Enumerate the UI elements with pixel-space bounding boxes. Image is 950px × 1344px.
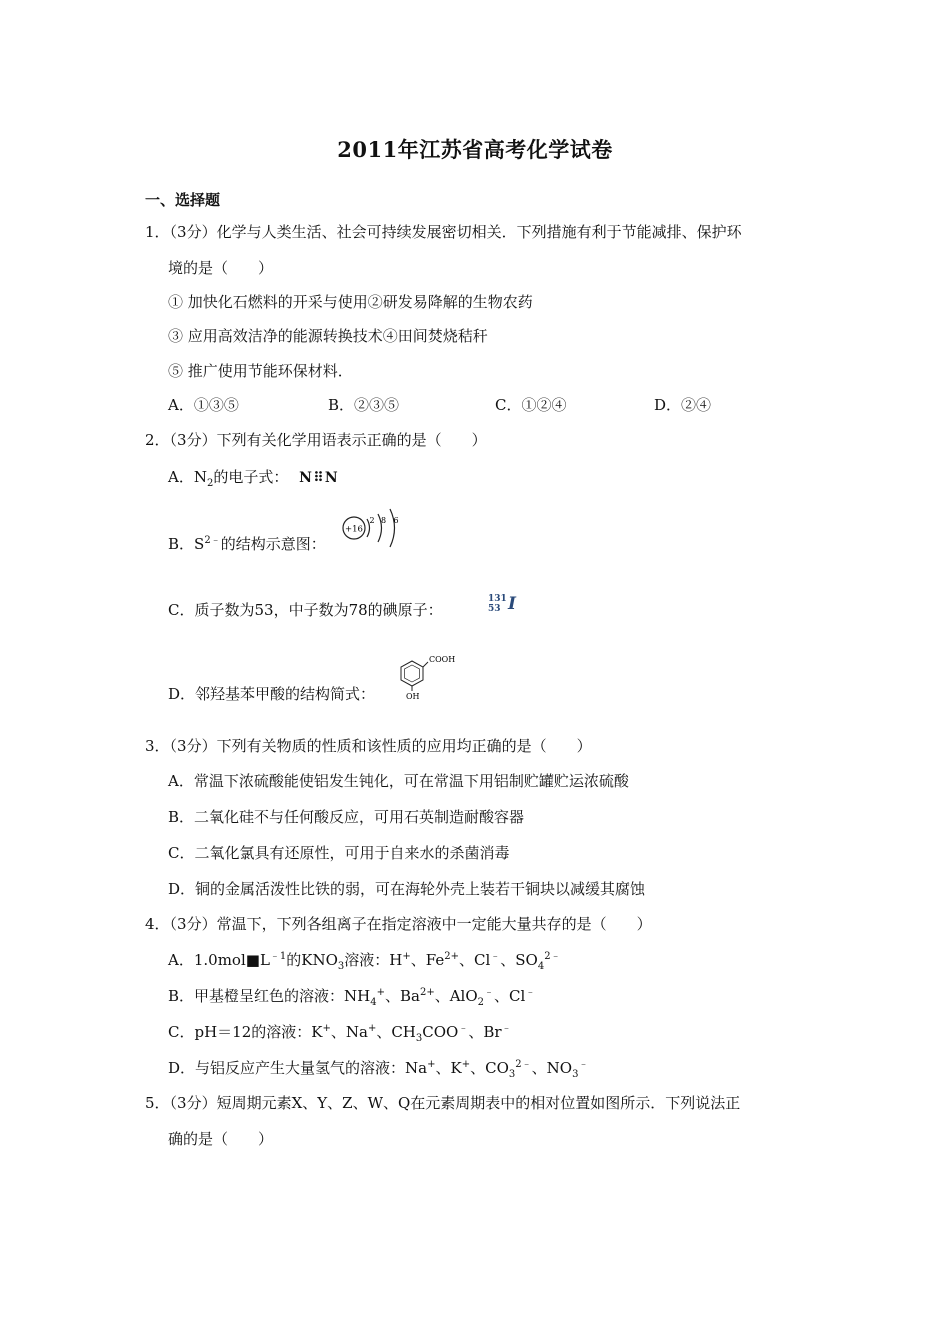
q4d-s4: ﹣ — [578, 1059, 589, 1070]
q1-stem-line2: 境的是（ ） — [168, 259, 274, 277]
q1-item-1: ① 加快化石燃料的开采与使用②研发易降解的生物农药 — [168, 293, 533, 311]
q4-option-b — [168, 986, 535, 1006]
q4c-t1: C．pH＝12的溶液：K — [168, 1023, 323, 1041]
q5-stem-line1: 5．（3分）短周期元素X、Y、Z、W、Q在元素周期表中的相对位置如图所示．下列说法正 — [145, 1094, 741, 1112]
q4a-t6: 、Cl — [459, 951, 491, 969]
q2-option-c: C．质子数为53，中子数为78的碘原子： — [168, 601, 443, 619]
q4c-s3: ﹣ — [458, 1023, 469, 1034]
q2-b-prefix: B．S — [168, 535, 205, 553]
q3-option-d: D．铜的金属活泼性比铁的弱，可在海轮外壳上装若干铜块以减缓其腐蚀 — [168, 880, 646, 898]
q4a-t5: 、Fe — [410, 951, 445, 969]
q1-option-d: D．②④ — [654, 396, 712, 414]
q2-stem: 2．（3分）下列有关化学用语表示正确的是（ ） — [145, 431, 487, 449]
q4d-b1: 3 — [508, 1069, 516, 1080]
q4d-b2: 3 — [572, 1069, 579, 1080]
q4a-b2: 4 — [537, 961, 545, 972]
q2-a-label: 的电子式： — [213, 468, 289, 486]
q1-item-3: ⑤ 推广使用节能环保材料． — [168, 362, 353, 380]
q4c-s1: + — [322, 1023, 331, 1034]
atomic-number: 53 — [488, 604, 501, 614]
q4a-t7: 、SO — [500, 951, 538, 969]
q4c-t3: 、CH — [376, 1023, 416, 1041]
iodine-nuclide-symbol — [488, 594, 528, 618]
oh-label: OH — [406, 692, 420, 700]
q3-option-a: A．常温下浓硫酸能使铝发生钝化，可在常温下用铝制贮罐贮运浓硫酸 — [168, 772, 629, 790]
shell-count-2: 8 — [380, 516, 387, 525]
q5-stem-line2: 确的是（ ） — [168, 1130, 274, 1148]
q4b-s2: 2+ — [419, 987, 435, 998]
cooh-bond — [423, 662, 428, 667]
q4c-s2: + — [367, 1023, 377, 1034]
page-title: 2011年江苏省高考化学试卷 — [337, 137, 613, 162]
q2-a-prefix: A．N — [168, 468, 207, 486]
q4a-s3: 2+ — [444, 951, 459, 962]
shell-count-1: 2 — [369, 516, 375, 525]
q1-stem-line1: 1．（3分）化学与人类生活、社会可持续发展密切相关．下列措施有利于节能减排、保护环 — [145, 223, 742, 241]
q4a-t2: L — [259, 951, 270, 969]
q4a-dot: ■ — [245, 951, 260, 969]
q3-option-c: C．二氧化氯具有还原性，可用于自来水的杀菌消毒 — [168, 844, 510, 862]
q4-option-c — [168, 1022, 512, 1042]
q4a-t3: 的KNO — [286, 951, 338, 969]
shell-count-3: 6 — [393, 516, 399, 525]
q4a-t4: 溶液：H — [344, 951, 403, 969]
q4a-t1: A．1.0mol — [168, 951, 246, 969]
q4b-s4: ﹣ — [525, 987, 536, 998]
q4b-s3: ﹣ — [484, 987, 495, 998]
q4-option-d — [168, 1058, 588, 1078]
shell-arc-3 — [390, 509, 395, 547]
q4b-t3: 、AlO — [434, 987, 478, 1005]
q4a-s4: ﹣ — [490, 951, 501, 962]
q4a-s5: 2﹣ — [544, 951, 561, 962]
q2-option-d: D．邻羟基苯甲酸的结构简式： — [168, 685, 376, 703]
q4d-s3: 2﹣ — [515, 1059, 532, 1070]
element-symbol: I — [508, 594, 516, 614]
q4-stem: 4．（3分）常温下，下列各组离子在指定溶液中一定能大量共存的是（ ） — [145, 915, 652, 933]
benzene-inner-ring — [405, 665, 420, 682]
q1-option-c: C．①②④ — [495, 396, 567, 414]
n2-electron-formula: N⠿N — [299, 470, 339, 486]
q1-option-a: A．①③⑤ — [168, 396, 239, 414]
q4c-b1: 3 — [415, 1033, 423, 1044]
q2-b-label: 的结构示意图： — [220, 535, 326, 553]
q4c-t5: 、Br — [468, 1023, 502, 1041]
mass-number: 131 — [488, 594, 507, 604]
q2-option-b — [168, 534, 326, 554]
hydroxybenzoic-acid-structure — [392, 652, 464, 700]
q4b-t1: B．甲基橙呈红色的溶液：NH — [168, 987, 371, 1005]
cooh-label: COOH — [429, 655, 456, 664]
q4d-t4: 、NO — [531, 1059, 573, 1077]
q4a-s2: + — [402, 951, 411, 962]
q4b-b1: 4 — [370, 997, 377, 1008]
q4c-t2: 、Na — [330, 1023, 368, 1041]
q4b-t4: 、Cl — [494, 987, 526, 1005]
q4d-t3: 、CO — [470, 1059, 509, 1077]
q4a-b1: 3 — [337, 961, 345, 972]
q3-stem: 3．（3分）下列有关物质的性质和该性质的应用均正确的是（ ） — [145, 737, 592, 755]
q1-option-b: B．②③⑤ — [328, 396, 400, 414]
q3-option-b: B．二氧化硅不与任何酸反应，可用石英制造耐酸容器 — [168, 808, 525, 826]
q4a-s1: ﹣1 — [269, 951, 287, 962]
q4d-s1: + — [427, 1059, 436, 1070]
nucleus-charge: +16 — [345, 524, 363, 535]
q2-option-a — [168, 467, 339, 488]
section-heading: 一、选择题 — [145, 191, 221, 209]
q2-a-sub: 2 — [206, 478, 214, 489]
q4b-b2: 2 — [477, 997, 485, 1008]
q4d-s2: + — [461, 1059, 471, 1070]
q4c-s4: ﹣ — [501, 1023, 512, 1034]
sulfide-ion-structure-diagram — [340, 506, 406, 550]
q4-option-a — [168, 950, 561, 970]
q4b-t2: 、Ba — [385, 987, 420, 1005]
q2-b-sup: 2﹣ — [204, 535, 221, 546]
q4d-t2: 、K — [435, 1059, 462, 1077]
q4d-t1: D．与铝反应产生大量氢气的溶液：Na — [168, 1059, 428, 1077]
q4c-t4: COO — [422, 1023, 459, 1041]
q1-item-2: ③ 应用高效洁净的能源转换技术④田间焚烧秸秆 — [168, 327, 488, 345]
q4b-s1: + — [376, 987, 385, 998]
